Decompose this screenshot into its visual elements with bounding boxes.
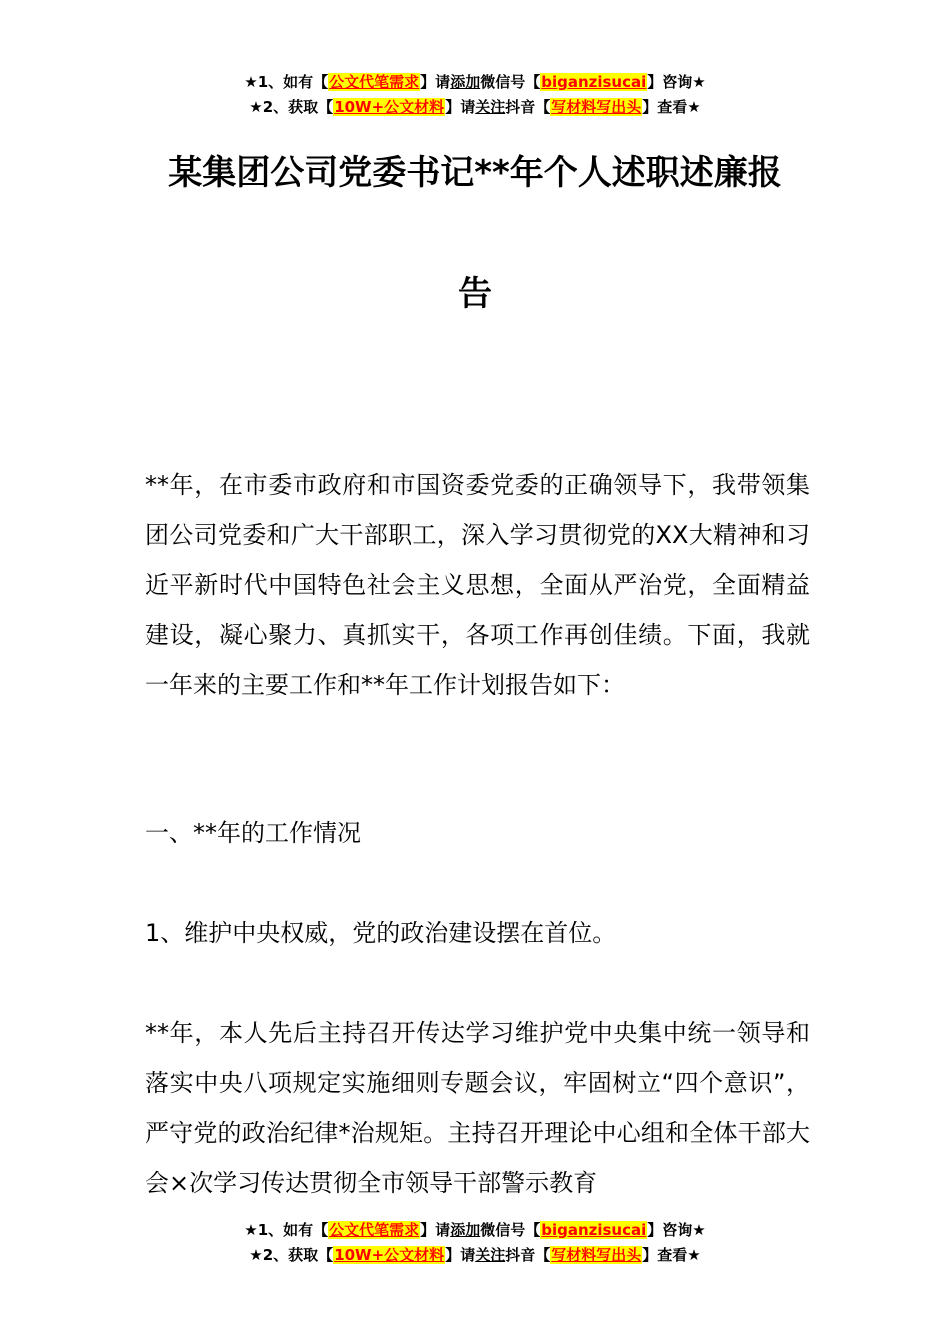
banner-highlight: 公文代笔需求 [329,73,420,91]
banner-text: ★2、获取【 [249,1246,334,1264]
body-paragraph: **年，本人先后主持召开传达学习维护党中央集中统一领导和落实中央八项规定实施细则专题会议，牢固树立“四个意识”，严守党的政治纪律*治规矩。主持召开理论中心组和全体干部大会×次学习传达贯彻全市领导干部警示教育 [145,1019,810,1197]
banner-text: ★2、获取【 [249,98,334,116]
banner-text: 】查看★ [642,1246,701,1264]
header-banner [0,70,950,120]
banner-underline: 添加 [450,73,481,91]
banner-highlight: 10W+公文材料 [334,1246,445,1264]
banner-text: 】请 [445,98,476,116]
banner-highlight: 写材料写出头 [551,1246,642,1264]
banner-text: 】咨询★ [647,1221,706,1239]
banner-line-1 [0,1218,950,1243]
banner-text: 】咨询★ [647,73,706,91]
document-title-continued: 告 [458,274,492,314]
banner-text: 微信号【 [480,73,541,91]
banner-highlight: 公文代笔需求 [329,1221,420,1239]
banner-text: ★1、如有【 [244,1221,329,1239]
banner-underline: 关注 [475,1246,506,1264]
banner-text: 】请 [445,1246,476,1264]
banner-highlight: biganzisucai [541,1221,647,1239]
banner-line-2 [0,1243,950,1268]
banner-line-2 [0,95,950,120]
banner-line-1 [0,70,950,95]
banner-underline: 关注 [475,98,506,116]
banner-underline: 添加 [450,1221,481,1239]
banner-text: 抖音【 [505,1246,551,1264]
intro-paragraph: **年，在市委市政府和市国资委党委的正确领导下，我带领集团公司党委和广大干部职工，深入学习贯彻党的XX大精神和习近平新时代中国特色社会主义思想，全面从严治党，全面精益建设，凝心聚力、真抓实干，各项工作再创佳绩。下面，我就一年来的主要工作和**年工作计划报告如下： [145,471,810,699]
banner-text: 微信号【 [480,1221,541,1239]
banner-highlight: 10W+公文材料 [334,98,445,116]
banner-text: 】请 [420,73,451,91]
banner-text: 抖音【 [505,98,551,116]
document-title: 某集团公司党委书记**年个人述职述廉报 [168,153,782,193]
banner-highlight: biganzisucai [541,73,647,91]
subsection-heading: 1、维护中央权威，党的政治建设摆在首位。 [145,919,617,947]
banner-text: 】查看★ [642,98,701,116]
banner-highlight: 写材料写出头 [551,98,642,116]
footer-banner [0,1218,950,1268]
banner-text: ★1、如有【 [244,73,329,91]
section-heading: 一、**年的工作情况 [145,819,361,847]
banner-text: 】请 [420,1221,451,1239]
